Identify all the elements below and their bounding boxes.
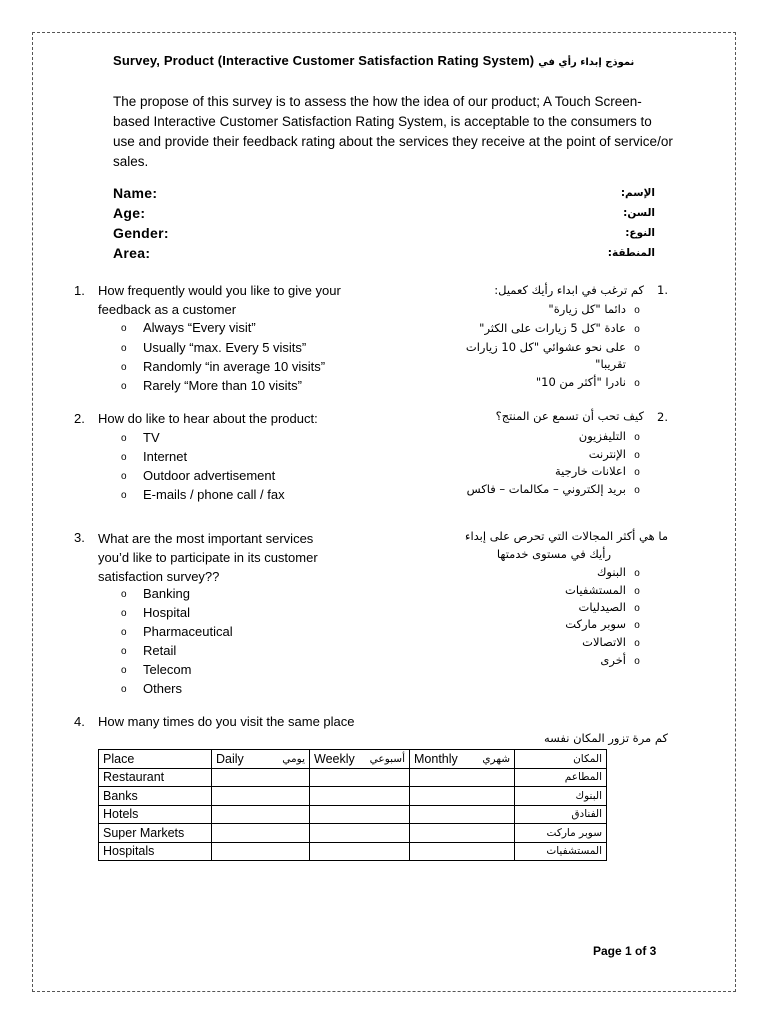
title-ar: نموذج إبداء رأي في	[538, 57, 635, 68]
q1-text-ar: كم ترغب في ابداء رأيك كعميل:	[494, 283, 644, 297]
bullet-icon: o	[121, 452, 127, 464]
q3-option: o Others	[121, 681, 183, 696]
q3-line1: What are the most important services	[98, 531, 314, 546]
q1-option: o Usually “max. Every 5 visits”	[121, 340, 307, 355]
age-label: Age:	[113, 205, 146, 221]
q3-option-ar: oالبنوك	[597, 565, 648, 579]
q1-number-ar: .1	[657, 283, 668, 297]
row-label-ar: المطاعم	[515, 768, 607, 787]
q3-option: o Telecom	[121, 662, 192, 677]
row-label: Hotels	[99, 805, 212, 824]
bullet-icon: o	[121, 323, 127, 335]
bullet-icon: o	[634, 586, 640, 597]
header-daily: Daily يومي	[212, 750, 310, 769]
q3-option: o Hospital	[121, 605, 190, 620]
bullet-icon: o	[634, 378, 640, 389]
q3-line3: satisfaction survey??	[98, 569, 220, 584]
monthly-cell[interactable]	[410, 842, 515, 861]
gender-label: Gender:	[113, 225, 169, 241]
bullet-icon: o	[121, 381, 127, 393]
bullet-icon: o	[121, 608, 127, 620]
header-monthly: Monthly شهري	[410, 750, 515, 769]
bullet-icon: o	[634, 467, 640, 478]
q1-option-ar: oنادرا "أكثر من 10"	[536, 375, 648, 389]
q2-option-ar: oالإنترنت	[589, 447, 648, 461]
table-row	[99, 768, 607, 787]
q1-number: 1.	[74, 283, 85, 298]
row-label: Banks	[99, 787, 212, 806]
q3-option-ar: oالاتصالات	[582, 635, 648, 649]
weekly-cell[interactable]	[310, 787, 410, 806]
page-number: Page 1 of 3	[593, 944, 657, 958]
daily-cell[interactable]	[212, 787, 310, 806]
weekly-cell[interactable]	[310, 842, 410, 861]
table-row	[99, 787, 607, 806]
q2-number-ar: .2	[657, 410, 668, 424]
monthly-cell[interactable]	[410, 787, 515, 806]
q1-line2: feedback as a customer	[98, 302, 237, 317]
weekly-cell[interactable]	[310, 768, 410, 787]
row-label-ar: سوبر ماركت	[515, 824, 607, 843]
q1-option: o Always “Every visit”	[121, 320, 256, 335]
visit-frequency-table	[98, 749, 607, 861]
bullet-icon: o	[121, 646, 127, 658]
title-en: Survey, Product (Interactive Customer Satisfaction Rating System)	[113, 53, 535, 68]
monthly-cell[interactable]	[410, 824, 515, 843]
row-label: Super Markets	[99, 824, 212, 843]
bullet-icon: o	[121, 490, 127, 502]
q3-option-ar: oسوبر ماركت	[565, 617, 648, 631]
bullet-icon: o	[634, 305, 640, 316]
daily-cell[interactable]	[212, 824, 310, 843]
bullet-icon: o	[634, 485, 640, 496]
row-label-ar: الفنادق	[515, 805, 607, 824]
q2-option: o E-mails / phone call / fax	[121, 487, 285, 502]
bullet-icon: o	[634, 568, 640, 579]
bullet-icon: o	[121, 589, 127, 601]
name-label: Name:	[113, 185, 158, 201]
daily-cell[interactable]	[212, 768, 310, 787]
monthly-cell[interactable]	[410, 805, 515, 824]
q3-option: o Banking	[121, 586, 190, 601]
q1-option-ar: oعادة "كل 5 زيارات على الكثر"	[479, 321, 648, 335]
bullet-icon: o	[121, 471, 127, 483]
page-title	[113, 53, 634, 68]
bullet-icon: o	[634, 343, 640, 354]
area-label-ar: المنطقة:	[607, 247, 655, 259]
table-header-row	[99, 750, 607, 769]
bullet-icon: o	[121, 627, 127, 639]
bullet-icon: o	[634, 603, 640, 614]
q4-text: How many times do you visit the same place	[98, 714, 355, 729]
bullet-icon: o	[121, 684, 127, 696]
q2-option-ar: oالتليفزيون	[579, 429, 648, 443]
q2-option: o TV	[121, 430, 160, 445]
header-place: Place	[99, 750, 212, 769]
header-weekly: Weekly أسبوعي	[310, 750, 410, 769]
q2-number: 2.	[74, 411, 85, 426]
row-label-ar: البنوك	[515, 787, 607, 806]
q2-option-ar: oبريد إلكتروني – مكالمات – فاكس	[467, 482, 648, 496]
q4-number: 4.	[74, 714, 85, 729]
gender-label-ar: النوع:	[625, 227, 655, 239]
name-label-ar: الإسم:	[620, 187, 655, 199]
q3-option-ar: oأخرى	[600, 653, 648, 667]
q2-text-ar: كيف تحب أن تسمع عن المنتج؟	[495, 409, 644, 423]
q3-line2: you’d like to participate in its customer	[98, 550, 318, 565]
daily-cell[interactable]	[212, 805, 310, 824]
bullet-icon: o	[634, 638, 640, 649]
q3-line1-ar: ما هي أكثر المجالات التي تحرص على إبداء	[465, 529, 668, 543]
bullet-icon: o	[634, 432, 640, 443]
area-label: Area:	[113, 245, 151, 261]
row-label: Hospitals	[99, 842, 212, 861]
q3-number: 3.	[74, 530, 85, 545]
bullet-icon: o	[121, 433, 127, 445]
bullet-icon: o	[121, 343, 127, 355]
q1-option-ar: oدائما "كل زيارة"	[548, 302, 648, 316]
q3-line2-ar: رأيك في مستوى خدمتها	[496, 547, 611, 561]
q1-option-ar-cont: تقريبا"	[595, 357, 626, 371]
bullet-icon: o	[634, 656, 640, 667]
row-label: Restaurant	[99, 768, 212, 787]
bullet-icon: o	[121, 362, 127, 374]
q2-option-ar: oاعلانات خارجية	[555, 464, 648, 478]
weekly-cell[interactable]	[310, 805, 410, 824]
bullet-icon: o	[634, 450, 640, 461]
monthly-cell[interactable]	[410, 768, 515, 787]
q3-option-ar: oالمستشفيات	[565, 583, 648, 597]
bullet-icon: o	[634, 324, 640, 335]
q1-option: o Rarely “More than 10 visits”	[121, 378, 302, 393]
q2-option: o Internet	[121, 449, 188, 464]
intro-paragraph: The propose of this survey is to assess the how the idea of our product; A Touch Screen-based Interactive Customer Satisfaction Rating System, is acceptable to the consumers to use and provide their feedback rating about the services they receive at the point of service/or sales.	[113, 94, 673, 169]
q3-option: o Retail	[121, 643, 177, 658]
row-label-ar: المستشفيات	[515, 842, 607, 861]
age-label-ar: السن:	[623, 207, 655, 219]
q3-option: o Pharmaceutical	[121, 624, 233, 639]
header-place-ar: المكان	[515, 750, 607, 769]
table-row	[99, 842, 607, 861]
q1-option: o Randomly “in average 10 visits”	[121, 359, 326, 374]
bullet-icon: o	[121, 665, 127, 677]
daily-cell[interactable]	[212, 842, 310, 861]
q4-text-ar: كم مرة تزور المكان نفسه	[543, 731, 668, 745]
q1-option-ar: oعلى نحو عشوائي "كل 10 زيارات	[466, 340, 648, 354]
weekly-cell[interactable]	[310, 824, 410, 843]
q2-text: How do like to hear about the product:	[98, 411, 318, 426]
q1-line1: How frequently would you like to give your	[98, 283, 341, 298]
table-row	[99, 805, 607, 824]
q2-option: o Outdoor advertisement	[121, 468, 276, 483]
bullet-icon: o	[634, 620, 640, 631]
table-row	[99, 824, 607, 843]
q3-option-ar: oالصيدليات	[579, 600, 648, 614]
